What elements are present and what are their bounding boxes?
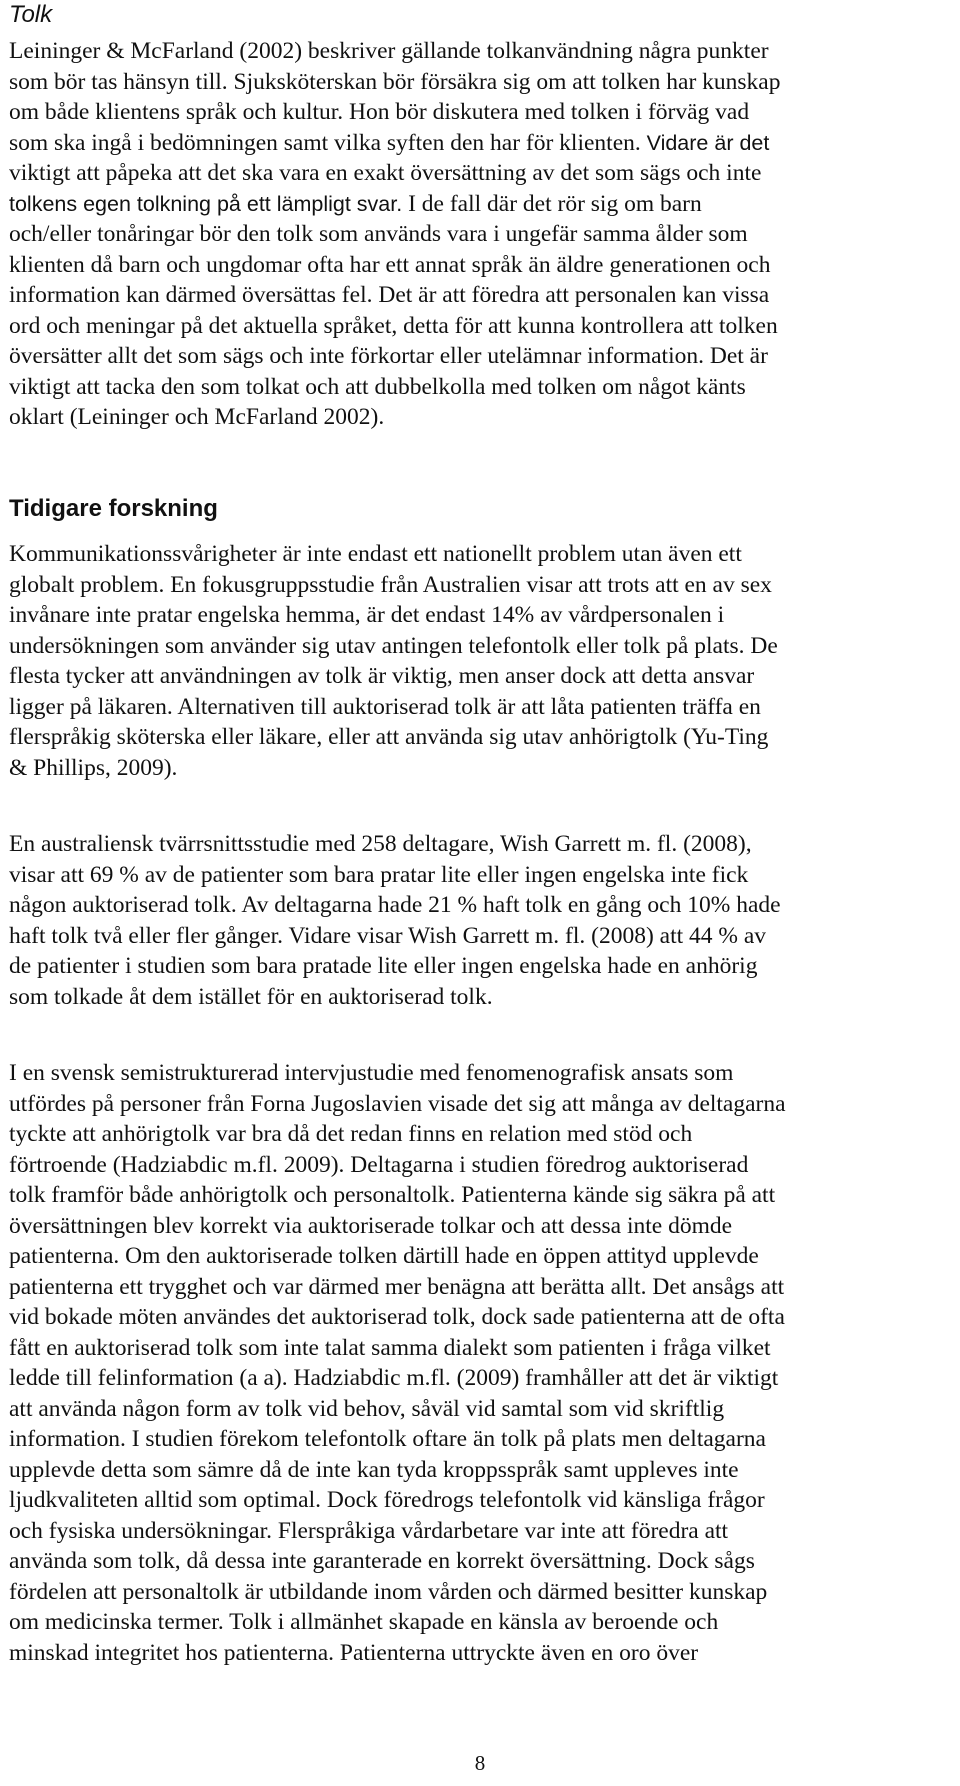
text-line [9, 311, 929, 342]
page-number: 8 [474, 1751, 486, 1775]
text-line: haft tolk två eller fler gånger. Vidare visar Wish Garrett m. fl. (2008) att 44 % av [9, 922, 767, 949]
text-segment: översätter allt det som sägs och inte förkortar eller utelämnar information. Det är [9, 343, 768, 369]
text-line: som tolkade åt dem istället för en auktoriserad tolk. [9, 983, 493, 1010]
text-segment: som bör tas hänsyn till. Sjuksköterskan bör försäkra sig om att tolken har kunskap [9, 68, 781, 95]
text-segment-sans: tolkens egen tolkning på ett lämpligt svar. [9, 191, 403, 216]
paragraph-forskning-2 [9, 829, 929, 1012]
text-line [9, 372, 929, 403]
text-line: översättningen blev korrekt via auktoriserade tolkar och att dessa inte dömde [9, 1212, 733, 1239]
text-line: I en svensk semistrukturerad intervjustudie med fenomenografisk ansats som [9, 1060, 734, 1086]
text-line: undersökningen som använder sig utav antingen telefontolk eller tolk på plats. De [9, 632, 778, 659]
text-segment: klienten då barn och ungdomar ofta har ett annat språk än äldre generationen och [9, 251, 771, 278]
text-line: information. I studien förekom telefontolk oftare än tolk på plats men deltagarna [9, 1426, 766, 1452]
text-line: utfördes på personer från Forna Jugoslavien visade det sig att många av deltagarna [9, 1090, 786, 1117]
text-line: invånare inte pratar engelska hemma, är det endast 14% av vårdpersonalen i [9, 602, 725, 628]
text-line: någon auktoriserad tolk. Av deltagarna hade 21 % haft tolk en gång och 10% hade [9, 892, 781, 918]
text-line [9, 402, 929, 433]
text-segment: viktigt att påpeka att det ska vara en exakt översättning av det som sägs och inte [9, 160, 762, 186]
text-line: flerspråkig sköterska eller läkare, eller att använda sig utav anhörigtolk (Yu-Ting [9, 724, 769, 750]
text-line: använda som tolk, då dessa inte garanterade en korrekt översättning. Dock sågs [9, 1548, 755, 1574]
text-line [9, 67, 929, 98]
text-line: de patienter i studien som bara pratade lite eller ingen engelska hade en anhörig [9, 953, 758, 979]
text-line: tyckte att anhörigtolk var bra då det redan finns en relation med stöd och [9, 1121, 693, 1147]
text-segment-sans: Vidare är det [646, 130, 770, 155]
text-segment: Leininger & McFarland (2002) beskriver gällande tolkanvändning några punkter [9, 38, 769, 64]
text-segment: oklart (Leininger och McFarland 2002). [9, 404, 385, 430]
text-segment: viktigt att tacka den som tolkat och att dubbelkolla med tolken om något känts [9, 373, 746, 400]
text-segment: information kan därmed översättas fel. Det är att föredra att personalen kan vissa [9, 282, 770, 308]
text-line: patienterna. Om den auktoriserade tolken därtill hade en öppen attityd upplevde [9, 1243, 759, 1269]
text-line [9, 128, 929, 159]
text-line: & Phillips, 2009). [9, 754, 178, 781]
text-line: vid bokade möten användes det auktoriserad tolk, dock sade patienterna att de ofta [9, 1304, 785, 1330]
text-line: minskad integritet hos patienterna. Patienterna uttryckte även en oro över [9, 1639, 699, 1666]
text-line: och fysiska undersökningar. Flerspråkiga vårdarbetare var inte att föredra att [9, 1517, 729, 1544]
text-segment: som ska ingå i bedömningen samt vilka syften den har för klienten. [9, 129, 647, 156]
text-line: ledde till felinformation (a a). Hadziabdic m.fl. (2009) framhåller att det är viktigt [9, 1365, 779, 1391]
text-segment: om både klientens språk och kultur. Hon bör diskutera med tolken i förväg vad [9, 99, 750, 125]
paragraph-forskning-3 [9, 1058, 929, 1668]
text-line: patienterna ett trygghet och var därmed mer benägna att berätta allt. Det ansågs att [9, 1273, 785, 1300]
text-line [9, 219, 929, 250]
text-line [9, 189, 929, 220]
paragraph-forskning-1 [9, 539, 929, 783]
text-line: om medicinska termer. Tolk i allmänhet skapade en känsla av beroende och [9, 1609, 719, 1635]
text-line: förtroende (Hadziabdic m.fl. 2009). Deltagarna i studien föredrog auktoriserad [9, 1151, 749, 1178]
text-line: En australiensk tvärrsnittsstudie med 258 deltagare, Wish Garrett m. fl. (2008), [9, 831, 752, 857]
text-line: fördelen att personaltolk är utbildande inom vården och därmed besitter kunskap [9, 1578, 768, 1605]
text-line: visar att 69 % av de patienter som bara pratar lite eller ingen engelska inte fick [9, 861, 749, 888]
text-line: att använda någon form av tolk vid behov, såväl vid samtal som vid skriftlig [9, 1395, 725, 1422]
text-segment: ord och meningar på det aktuella språket, detta för att kunna kontrollera att tolken [9, 312, 778, 339]
paragraph-tolk [9, 36, 929, 433]
text-line: fått en auktoriserad tolk som inte talat samma dialekt som patienten i fråga vilket [9, 1334, 771, 1361]
text-segment: och/eller tonåringar bör den tolk som används vara i ungefär samma ålder som [9, 221, 748, 247]
section-heading-tidigare-forskning: Tidigare forskning [9, 495, 218, 522]
text-line: ligger på läkaren. Alternativen till auktoriserad tolk är att låta patienten träffa en [9, 693, 761, 720]
section-heading-tolk: Tolk [9, 1, 53, 28]
text-segment: I de fall där det rör sig om barn [402, 190, 702, 217]
text-line [9, 97, 929, 128]
text-line: ljudkvaliteten alltid som optimal. Dock föredrogs telefontolk vid känsliga frågor [9, 1487, 765, 1513]
text-line [9, 280, 929, 311]
text-line [9, 36, 929, 67]
text-line [9, 158, 929, 189]
text-line: Kommunikationssvårigheter är inte endast ett nationellt problem utan även ett [9, 541, 742, 567]
text-line: tolk framför både anhörigtolk och personaltolk. Patienterna kände sig säkra på att [9, 1182, 776, 1208]
text-line: flesta tycker att användningen av tolk är viktig, men anser dock att detta ansvar [9, 663, 755, 689]
text-line [9, 341, 929, 372]
text-line: globalt problem. En fokusgruppsstudie från Australien visar att trots att en av sex [9, 571, 772, 598]
text-line [9, 250, 929, 281]
text-line: upplevde detta som sämre då de inte kan tyda kroppsspråk samt uppleves inte [9, 1456, 739, 1483]
